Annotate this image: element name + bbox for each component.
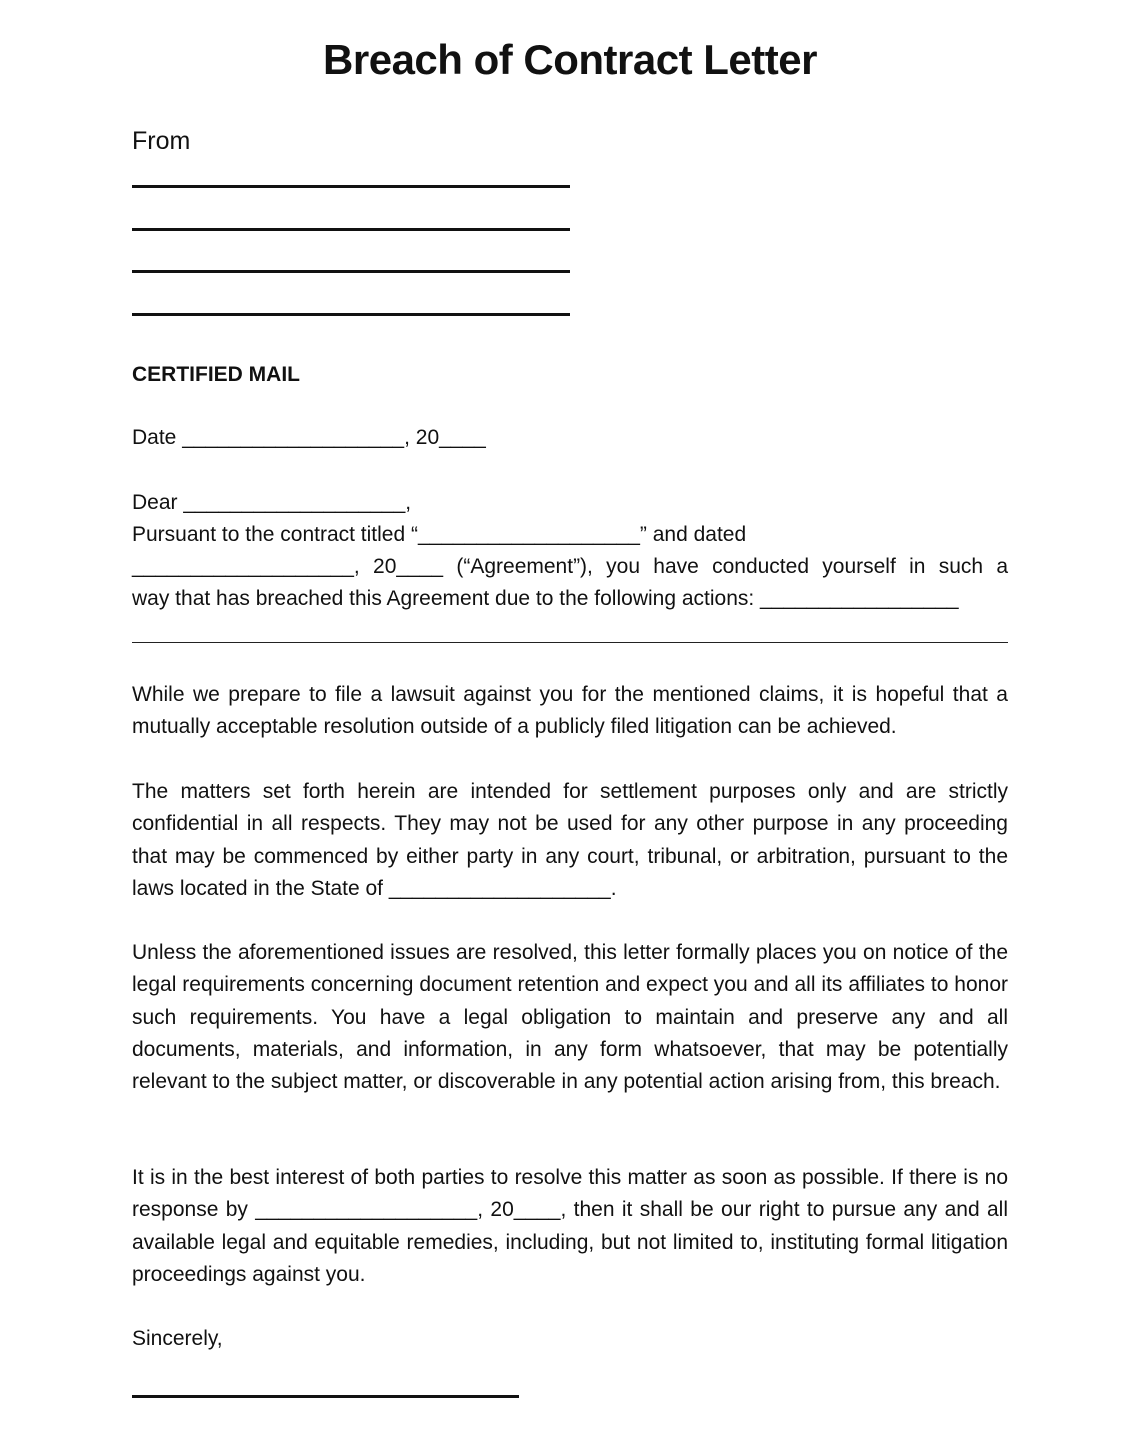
paragraph-best-interest: It is in the best interest of both parties to resolve this matter as soon as possible. If there is no response by ___________________, 20____, then it shall be our right to pursue any and all available legal and equitable remedies, including, but not limited to, instituting formal litigation proceedings against you. — [132, 1166, 1008, 1286]
certified-mail-heading: CERTIFIED MAIL — [132, 363, 300, 386]
salutation-line: Dear ___________________, — [132, 491, 412, 514]
signature-line[interactable] — [132, 1395, 519, 1398]
pursuant-line-3: way that has breached this Agreement due to the following actions: _________________ — [132, 587, 959, 610]
paragraph-settlement: The matters set forth herein are intended for settlement purposes only and are strictly confidential in all respects. They may not be used for any other purpose in any proceeding that may be commenced by either party in any court, tribunal, or arbitration, pursuant to the laws located in the State of ___________________. — [132, 780, 1008, 900]
from-address-line-2[interactable] — [132, 228, 570, 231]
closing-sincerely: Sincerely, — [132, 1327, 223, 1350]
pursuant-line-1: Pursuant to the contract titled “___________________” and dated — [132, 523, 747, 546]
paragraph-lawsuit: While we prepare to file a lawsuit against you for the mentioned claims, it is hopeful that a mutually acceptable resolution outside of a publicly filed litigation can be achieved. — [132, 683, 1008, 739]
from-address-line-3[interactable] — [132, 270, 570, 273]
document-title: Breach of Contract Letter — [323, 36, 817, 83]
pursuant-line-2: ___________________, 20____ (“Agreement”), you have conducted yourself in such a — [132, 555, 1008, 578]
from-address-line-4[interactable] — [132, 313, 570, 316]
from-label: From — [132, 127, 191, 155]
from-address-line-1[interactable] — [132, 185, 570, 188]
breach-actions-blank-line[interactable] — [132, 642, 1008, 643]
paragraph-document-retention: Unless the aforementioned issues are resolved, this letter formally places you on notice of the legal requirements concerning document retention and expect you and all its affiliates to honor such requirements. You have a legal obligation to maintain and preserve any and all documents, materials, and information, in any form whatsoever, that may be potentially relevant to the subject matter, or discoverable in any potential action arising from, this breach. — [132, 941, 1008, 1094]
date-line: Date ___________________, 20____ — [132, 426, 486, 449]
